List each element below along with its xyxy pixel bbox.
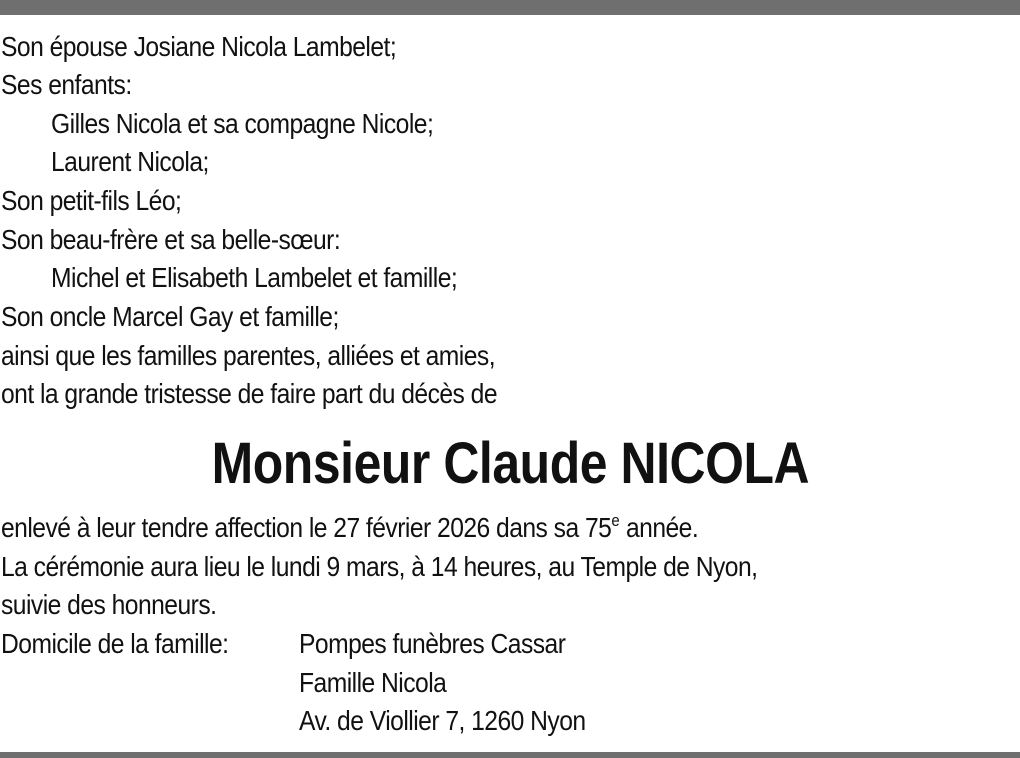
bottom-border-rule [0,752,1020,758]
top-border-rule [0,0,1020,15]
ceremony-line-2: suivie des honneurs. [1,589,217,620]
announcement-intro-line: ont la grande tristesse de faire part du décès de [1,378,498,409]
domicile-address-line-3: Av. de Viollier 7, 1260 Nyon [299,705,586,736]
ordinal-superscript: e [611,511,620,530]
family-line-grandson: Son petit-fils Léo; [1,185,182,216]
domicile-address-line-2: Famille Nicola [299,667,447,698]
domicile-address-line-1: Pompes funèbres Cassar [299,628,566,659]
family-line-in-laws-heading: Son beau-frère et sa belle-sœur: [1,224,341,255]
family-line-children-heading: Ses enfants: [1,69,132,100]
deceased-name-heading [0,428,1020,500]
family-line-in-laws: Michel et Elisabeth Lambelet et famille; [51,262,458,293]
family-line-uncle: Son oncle Marcel Gay et famille; [1,301,339,332]
passing-text-before: enlevé à leur tendre affection le 27 février 2026 dans sa 75 [1,512,612,543]
family-line-spouse: Son épouse Josiane Nicola Lambelet; [1,31,397,62]
family-line-relatives: ainsi que les familles parentes, alliées et amies, [1,340,496,371]
ceremony-line-1: La cérémonie aura lieu le lundi 9 mars, à 14 heures, au Temple de Nyon, [1,551,758,582]
passing-line [1,509,698,551]
domicile-label: Domicile de la famille: [1,628,229,659]
family-line-child-2: Laurent Nicola; [51,146,209,177]
family-line-child-1: Gilles Nicola et sa compagne Nicole; [51,108,434,139]
deceased-name-text: Monsieur Claude NICOLA [211,431,809,496]
passing-text-after: année. [619,512,699,543]
